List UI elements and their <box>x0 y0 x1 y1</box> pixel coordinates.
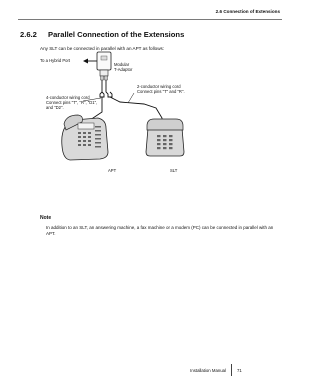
note-heading: Note <box>40 215 52 221</box>
section-number: 2.6.2 <box>20 30 37 39</box>
page-number: 71 <box>237 368 242 373</box>
modular-label-line2: T-Adaptor <box>114 67 133 73</box>
slt-telephone <box>146 119 184 156</box>
hybrid-port-label: To a Hybrid Port <box>40 58 71 63</box>
four-conductor-cord-label <box>46 95 97 111</box>
modular-label-line1: Modular <box>114 62 130 67</box>
note-text: In addition to an SLT, an answering machine, a fax machine or a modem (PC) can be connected in parallel with an APT. <box>46 225 274 237</box>
apt-label: APT <box>108 168 117 173</box>
four-conductor-line1: 4-conductor wiring cord <box>46 95 90 100</box>
apt-telephone <box>62 115 108 160</box>
two-conductor-line2: Connect pins "T" and "R". <box>137 89 185 95</box>
intro-paragraph: Any SLT can be connected in parallel with an APT as follows: <box>40 46 165 51</box>
modular-t-adaptor-label <box>114 62 132 72</box>
modular-t-adaptor <box>97 52 111 80</box>
four-conductor-line2: Connect pins "T", "R", "D1", <box>46 100 98 106</box>
two-conductor-line1: 2-conductor wiring cord <box>137 84 181 89</box>
four-conductor-line3: and "D2". <box>46 105 64 111</box>
hybrid-port-arrow <box>83 59 97 64</box>
slt-label: SLT <box>170 168 178 173</box>
footer-manual-title: Installation Manual <box>190 368 226 373</box>
running-header: 2.6 Connection of Extensions <box>215 9 280 14</box>
section-title: Parallel Connection of the Extensions <box>48 30 185 39</box>
two-conductor-cord-label <box>137 84 185 94</box>
footer-divider <box>231 364 232 376</box>
